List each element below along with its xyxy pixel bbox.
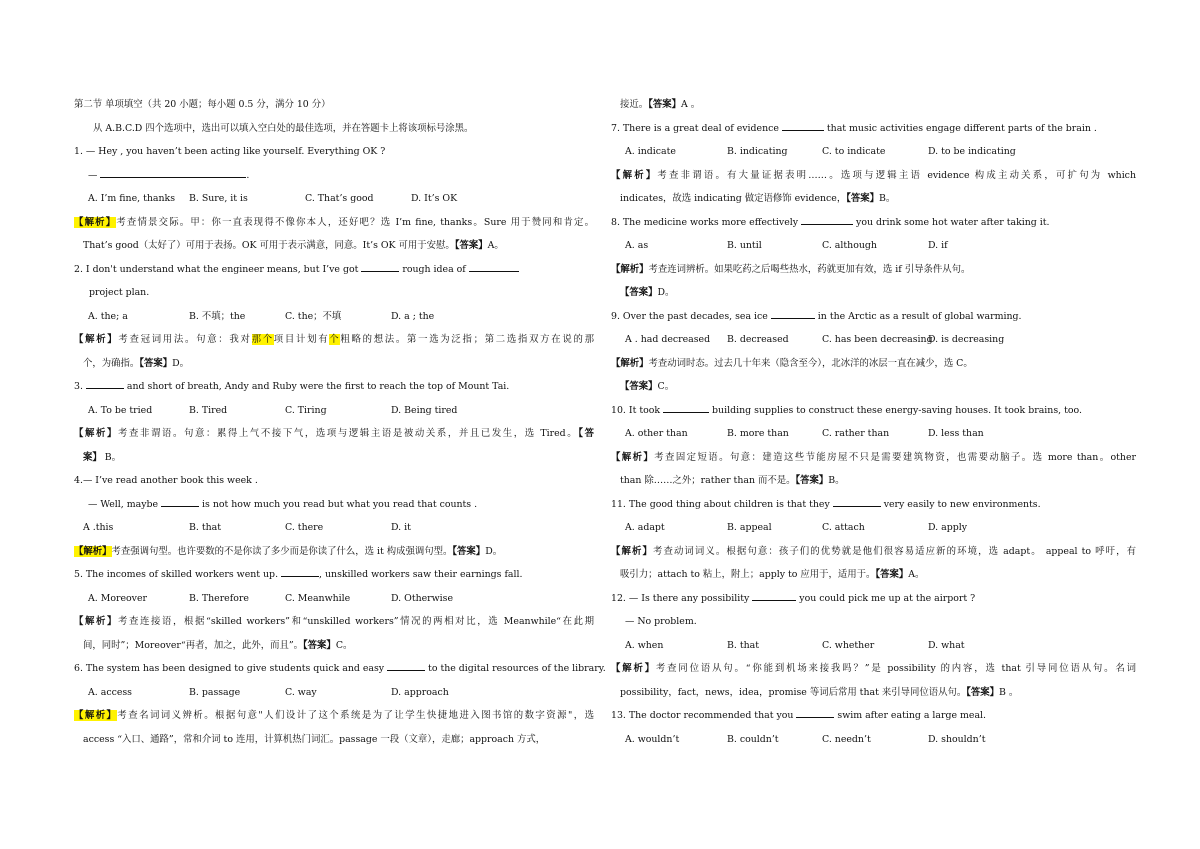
answer-blank — [361, 262, 399, 272]
option-b: B. Therefore — [189, 592, 249, 604]
option-c: C. That’s good — [305, 193, 374, 204]
question-4-reply: — Well, maybe is not how much you read but what you read that counts . — [88, 498, 478, 510]
question-6-options — [74, 681, 594, 705]
answer-tag: 【答案】 — [139, 357, 173, 369]
option-a: A. the; a — [88, 310, 128, 322]
question-2-analysis: 【解析】考查冠词用法。句意：我对那个项目计划有个粗略的想法。第一选为泛指；第二选指双方在说的那 — [74, 334, 594, 345]
option-d: D. is decreasing — [928, 334, 1005, 345]
option-c: C. needn’t — [822, 733, 871, 745]
question-6-analysis-2: access “入口、通路”，常和介词 to 连用，计算机热门词汇。passage 一段（文章），走廊；approach 方式， — [83, 733, 546, 745]
answer-tag: 【答案】 — [648, 99, 681, 110]
question-9-stem: 9. Over the past decades, sea ice in the Arctic as a result of global warming. — [611, 310, 1022, 322]
question-10-analysis-2: than 除……之外；rather than 而不是。【答案】B。 — [620, 475, 845, 486]
question-3-analysis-2: 案】 B。 — [83, 451, 122, 463]
analysis-tag: 【解析】 — [74, 334, 119, 345]
question-7-analysis-2: indicates，故选 indicating 做定语修饰 evidence，【答案】B。 — [620, 193, 896, 204]
option-d: D. approach — [391, 686, 449, 698]
question-3-analysis: 【解析】考查非谓语。句意：累得上气不接下气，选项与逻辑主语是被动关系，并且已发生，选 Tired。【答 — [74, 428, 594, 439]
question-1-reply: — . — [88, 169, 250, 181]
continued-answer: 接近。【答案】A 。 — [620, 99, 701, 110]
question-2-stem: 2. I don't understand what the engineer means, but I’ve got rough idea of — [74, 258, 594, 282]
option-d: D. Otherwise — [391, 592, 454, 604]
option-b: B. appeal — [727, 522, 772, 533]
answer-tag: 【答案】 — [454, 240, 488, 251]
question-11-analysis-2: 吸引力；attach to 粘上，附上；apply to 应用于，适用于。【答案】A。 — [620, 569, 925, 580]
answer-tag: 【答案】 — [875, 569, 909, 580]
question-7-stem: 7. There is a great deal of evidence that music activities engage different parts of the brain . — [611, 122, 1097, 134]
option-d: D. if — [928, 240, 948, 251]
analysis-tag: 【解析】 — [611, 451, 655, 463]
option-b: B. that — [189, 522, 222, 533]
option-a: A. indicate — [625, 146, 676, 157]
analysis-tag: 【解析】 — [611, 169, 658, 181]
analysis-tag: 【解析】 — [74, 428, 118, 439]
analysis-tag: 【解析】 — [611, 663, 656, 674]
answer-tag: 【答案】 — [303, 639, 336, 651]
answer-blank — [771, 309, 815, 319]
option-a: A. To be tried — [88, 404, 153, 416]
answer-blank — [86, 379, 124, 389]
option-b: B. indicating — [727, 146, 788, 157]
section-title: 第二节 单项填空（共 20 小题；每小题 0.5 分，满分 10 分） — [74, 99, 331, 110]
question-1-options — [74, 187, 594, 211]
option-c: C. has been decreasing — [822, 334, 933, 345]
option-b: B. couldn’t — [727, 733, 779, 745]
question-11-options — [611, 516, 1136, 540]
question-3-options — [74, 399, 594, 423]
answer-blank — [801, 215, 853, 225]
option-b: B. more than — [727, 428, 789, 439]
answer-tag: 【答案】 — [452, 545, 486, 557]
option-b: B. Tired — [189, 404, 228, 416]
answer-blank — [782, 121, 824, 131]
answer-blank — [833, 497, 881, 507]
question-8-analysis: 【解析】考查连词辨析。如果吃药之后喝些热水，药就更加有效，选 if 引导条件从句。 — [611, 263, 971, 275]
answer-blank — [469, 262, 519, 272]
analysis-tag: 【解析】 — [74, 216, 117, 228]
option-b: B. that — [727, 639, 760, 651]
option-b: B. decreased — [727, 334, 789, 345]
question-5-stem: 5. The incomes of skilled workers went up. , unskilled workers saw their earnings fall. — [74, 569, 523, 580]
option-c: C. the；不填 — [285, 310, 342, 322]
right-column — [611, 93, 1136, 751]
option-a: A. as — [625, 240, 649, 251]
analysis-tag: 【解析】 — [74, 616, 119, 627]
option-a: A. wouldn’t — [625, 733, 680, 745]
question-7-analysis: 【解析】考查非谓语。有大量证据表明……。选项与逻辑主语 evidence 构成主动关系，可扩句为 which — [611, 169, 1136, 181]
option-b: B. passage — [189, 686, 241, 698]
option-a: A. other than — [625, 428, 688, 439]
option-d: D. Being tired — [391, 404, 458, 416]
option-a: A. Moreover — [88, 592, 147, 604]
question-2-options — [74, 305, 594, 329]
option-d: D. to be indicating — [928, 146, 1016, 157]
question-8-answer: 【答案】D。 — [620, 287, 675, 298]
option-b: B. until — [727, 240, 762, 251]
answer-tag: 【答 — [578, 428, 594, 439]
question-10-stem: 10. It took building supplies to construct these energy-saving houses. It took brains, too. — [611, 404, 1082, 416]
option-d: D. shouldn’t — [928, 733, 986, 745]
option-c: C. there — [285, 522, 324, 533]
question-12-options — [611, 634, 1136, 658]
analysis-tag: 【解析】 — [611, 357, 649, 369]
option-a: A. I’m fine, thanks — [88, 193, 176, 204]
option-a: A. adapt — [625, 522, 665, 533]
option-d: D. less than — [928, 428, 984, 439]
option-d: D. It’s OK — [411, 193, 458, 204]
analysis-tag: 【解析】 — [611, 545, 653, 557]
option-c: C. although — [822, 240, 877, 251]
answer-blank — [161, 497, 199, 507]
question-12-analysis: 【解析】考查同位语从句。“你能到机场来接我吗？”是 possibility 的内容，选 that 引导同位语从句。名词 — [611, 663, 1136, 674]
option-a: A. access — [88, 686, 132, 698]
answer-tag: 【答案】 — [846, 193, 880, 204]
question-9-answer: 【答案】C。 — [620, 381, 675, 392]
question-9-analysis: 【解析】考查动词时态。过去几十年来（隐含至今），北冰洋的冰层一直在减少，选 C。 — [611, 357, 973, 369]
answer-tag: 【答案】 — [795, 475, 829, 486]
option-c: C. whether — [822, 639, 875, 651]
question-12-stem: 12. — Is there any possibility you could pick me up at the airport ? — [611, 592, 976, 604]
answer-blank — [281, 567, 319, 577]
option-c: C. Tiring — [285, 404, 327, 416]
question-10-options — [611, 422, 1136, 446]
analysis-tag: 【解析】 — [611, 263, 649, 275]
question-10-analysis: 【解析】考查固定短语。句意：建造这些节能房屋不只是需要建筑物资，也需要动脑子。选 more than。other — [611, 451, 1136, 463]
left-column — [74, 93, 606, 751]
question-5-analysis: 【解析】考查连接语，根据“skilled workers”和“unskilled workers”情况的两相对比，选 Meanwhile“在此期 — [74, 616, 594, 627]
option-b: B. 不填；the — [189, 310, 246, 322]
analysis-tag: 【解析】 — [74, 545, 112, 557]
question-4-options — [74, 516, 594, 540]
question-8-stem: 8. The medicine works more effectively you drink some hot water after taking it. — [611, 216, 1050, 228]
option-a: A .this — [83, 522, 114, 533]
option-c: C. Meanwhile — [285, 592, 351, 604]
question-13-stem: 13. The doctor recommended that you swim after eating a large meal. — [611, 710, 987, 721]
option-c: C. to indicate — [822, 146, 886, 157]
answer-blank — [796, 708, 834, 718]
answer-blank — [663, 403, 709, 413]
answer-tag: 【答案】 — [966, 686, 1000, 698]
question-7-options — [611, 140, 1136, 164]
option-d: D. it — [391, 522, 411, 533]
question-11-analysis: 【解析】考查动词词义。根据句意：孩子们的优势就是他们很容易适应新的环境，选 adapt。 appeal to 呼吁，有 — [611, 545, 1136, 557]
question-4-stem: 4.— I’ve read another book this week . — [74, 475, 258, 486]
question-6-analysis: 【解析】考查名词词义辨析。根据句意"人们设计了这个系统是为了让学生快捷地进入图书馆的数字资源"，选 — [74, 710, 594, 721]
answer-blank — [752, 591, 796, 601]
highlight: 那个 — [251, 334, 274, 345]
question-3-stem: 3. and short of breath, Andy and Ruby were the first to reach the top of Mount Tai. — [74, 381, 510, 392]
option-c: C. rather than — [822, 428, 890, 439]
answer-tag: 【答案】 — [620, 381, 658, 392]
option-c: C. attach — [822, 522, 865, 533]
question-2-stem-2: project plan. — [89, 287, 150, 298]
option-a: A . had decreased — [625, 334, 711, 345]
question-1-stem: 1. — Hey , you haven’t been acting like yourself. Everything OK ? — [74, 146, 386, 157]
question-1-analysis-2: That’s good（太好了）可用于表扬。OK 可用于表示满意，同意。It’s OK 可用于安慰。【答案】A。 — [83, 240, 504, 251]
section-instruction: 从 A.B.C.D 四个选项中，选出可以填入空白处的最佳选项，并在答题卡上将该项标号涂黑。 — [93, 122, 474, 134]
question-12-reply: — No problem. — [625, 616, 697, 627]
highlight: 个 — [329, 334, 341, 345]
question-9-options — [611, 328, 1136, 352]
option-d: D. apply — [928, 522, 968, 533]
option-d: D. what — [928, 639, 965, 651]
question-1-analysis: 【解析】考查情景交际。甲：你一直表现得不像你本人，还好吧？选 I’m fine, thanks。Sure 用于赞同和肯定。 — [74, 216, 594, 228]
option-d: D. a ; the — [391, 310, 435, 322]
answer-blank — [100, 168, 246, 178]
option-c: C. way — [285, 686, 317, 698]
option-b: B. Sure, it is — [189, 193, 248, 204]
question-4-analysis: 【解析】考查强调句型。也许要数的不是你读了多少而是你读了什么，选 it 构成强调句型。【答案】D。 — [74, 545, 503, 557]
question-13-options — [611, 728, 1136, 752]
answer-tag: 【答案】 — [620, 287, 658, 298]
analysis-tag: 【解析】 — [74, 710, 118, 721]
question-12-analysis-2: possibility，fact，news，idea，promise 等词后常用 that 来引导同位语从句。【答案】B 。 — [620, 686, 1019, 698]
question-6-stem: 6. The system has been designed to give students quick and easy to the digital resources of the library. — [74, 663, 606, 674]
question-5-analysis-2: 间，同时”；Moreover“再者，加之，此外，而且”。【答案】C。 — [83, 639, 353, 651]
option-a: A. when — [625, 639, 664, 651]
question-11-stem: 11. The good thing about children is that they very easily to new environments. — [611, 498, 1041, 510]
question-2-analysis-2: 个，为确指。【答案】D。 — [83, 357, 189, 369]
question-5-options — [74, 587, 594, 611]
question-8-options — [611, 234, 1136, 258]
answer-blank — [387, 661, 425, 671]
